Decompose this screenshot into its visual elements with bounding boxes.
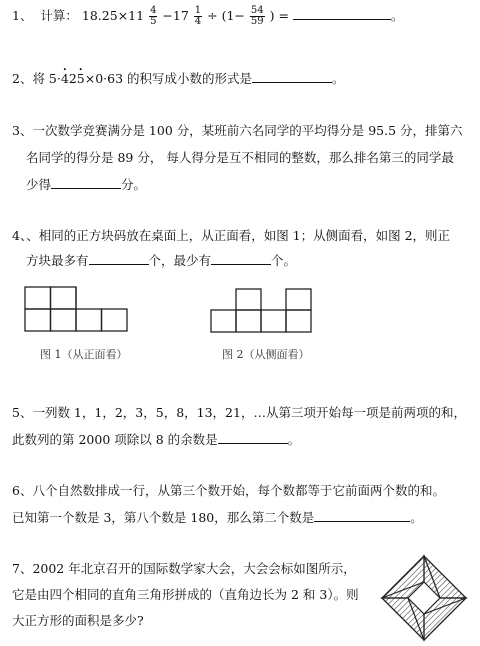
- figure-1-caption: 图 1（从正面看）: [40, 348, 128, 361]
- q3-answer-blank[interactable]: [51, 176, 121, 189]
- congress-emblem-figure: [378, 552, 470, 644]
- q3-line-3: [26, 176, 146, 193]
- q2-answer-blank[interactable]: [252, 70, 332, 83]
- q6-line-2: [12, 509, 423, 526]
- q2-pre: 将 5·: [32, 71, 61, 86]
- q2-digit-dotted-2: • 5: [77, 71, 85, 87]
- q7-line-2: 它是由四个相同的直角三角形拼成的（直角边长为 2 和 3）。则: [12, 587, 359, 602]
- q2-digit-dotted-1: • 4: [61, 71, 69, 87]
- q2-number: 2、: [12, 71, 33, 86]
- q1-fraction-1: $\frac{4}{5}$: [150, 5, 157, 27]
- q4-line-2-pre: 方块最多有: [26, 253, 89, 268]
- q1-expr-d: ) =: [269, 8, 289, 23]
- q1-expr-a: 18.25×11: [81, 8, 145, 23]
- q2-tail: 。: [332, 71, 345, 86]
- figure-2-side-view: [210, 288, 322, 334]
- q1-label: 计算：: [40, 8, 78, 23]
- q7-line-3: 大正方形的面积是多少?: [12, 613, 144, 628]
- q6-answer-blank[interactable]: [314, 509, 410, 522]
- q2-post: ×0·63 的积写成小数的形式是: [84, 71, 252, 86]
- question-2: [12, 70, 345, 87]
- q5-line-2-post: 。: [287, 432, 301, 447]
- q5-line-2: [12, 431, 300, 448]
- q7-line-1: 7、2002 年北京召开的国际数学家大会，大会会标如图所示，: [12, 561, 356, 576]
- q5-answer-blank[interactable]: [218, 431, 288, 444]
- q3-line-3-post: 分。: [121, 177, 147, 192]
- q1-expr-b: −17: [162, 8, 189, 23]
- q6-line-2-post: 。: [410, 510, 423, 525]
- q4-line-2-mid: 个，最少有: [148, 253, 212, 268]
- figure-2-caption: 图 2（从侧面看）: [222, 348, 310, 361]
- q5-line-1: 5、一列数 1，1，2，3，5，8，13，21，…从第三项开始每一项是前两项的和，: [12, 405, 466, 420]
- q3-line-1: 3、一次数学竞赛满分是 100 分，某班前六名同学的平均得分是 95.5 分，排第六: [12, 123, 463, 138]
- q6-line-1: 6、八个自然数排成一行，从第三个数开始，每个数都等于它前面两个数的和。: [12, 483, 445, 498]
- q1-answer-blank[interactable]: [293, 7, 391, 20]
- question-1: [12, 6, 403, 27]
- q3-line-3-pre: 少得: [26, 177, 52, 192]
- q1-tail: 。: [390, 8, 404, 23]
- q4-line-2: [26, 252, 296, 269]
- q4-answer-blank-max[interactable]: [89, 252, 149, 265]
- q1-fraction-3: $\frac{54}{59}$: [250, 5, 264, 27]
- q2-digit-mid: 2: [68, 71, 77, 86]
- q1-number: 1、: [12, 8, 33, 23]
- q5-line-2-pre: 此数列的第 2000 项除以 8 的余数是: [12, 432, 218, 447]
- q1-expr-c: ÷ (1−: [207, 8, 245, 23]
- q4-answer-blank-min[interactable]: [211, 252, 271, 265]
- figure-1-front-view: [24, 286, 136, 334]
- q4-line-2-post: 个。: [271, 253, 297, 268]
- q4-line-1: 4、、相同的正方块码放在桌面上，从正面看，如图 1；从侧面看，如图 2，则正: [12, 228, 451, 243]
- q3-line-2: 名同学的得分是 89 分， 每人得分是互不相同的整数，那么排名第三的同学最: [26, 150, 454, 165]
- q1-fraction-2: $\frac{1}{4}$: [194, 5, 202, 27]
- q6-line-2-pre: 已知第一个数是 3，第八个数是 180，那么第二个数是: [12, 510, 315, 525]
